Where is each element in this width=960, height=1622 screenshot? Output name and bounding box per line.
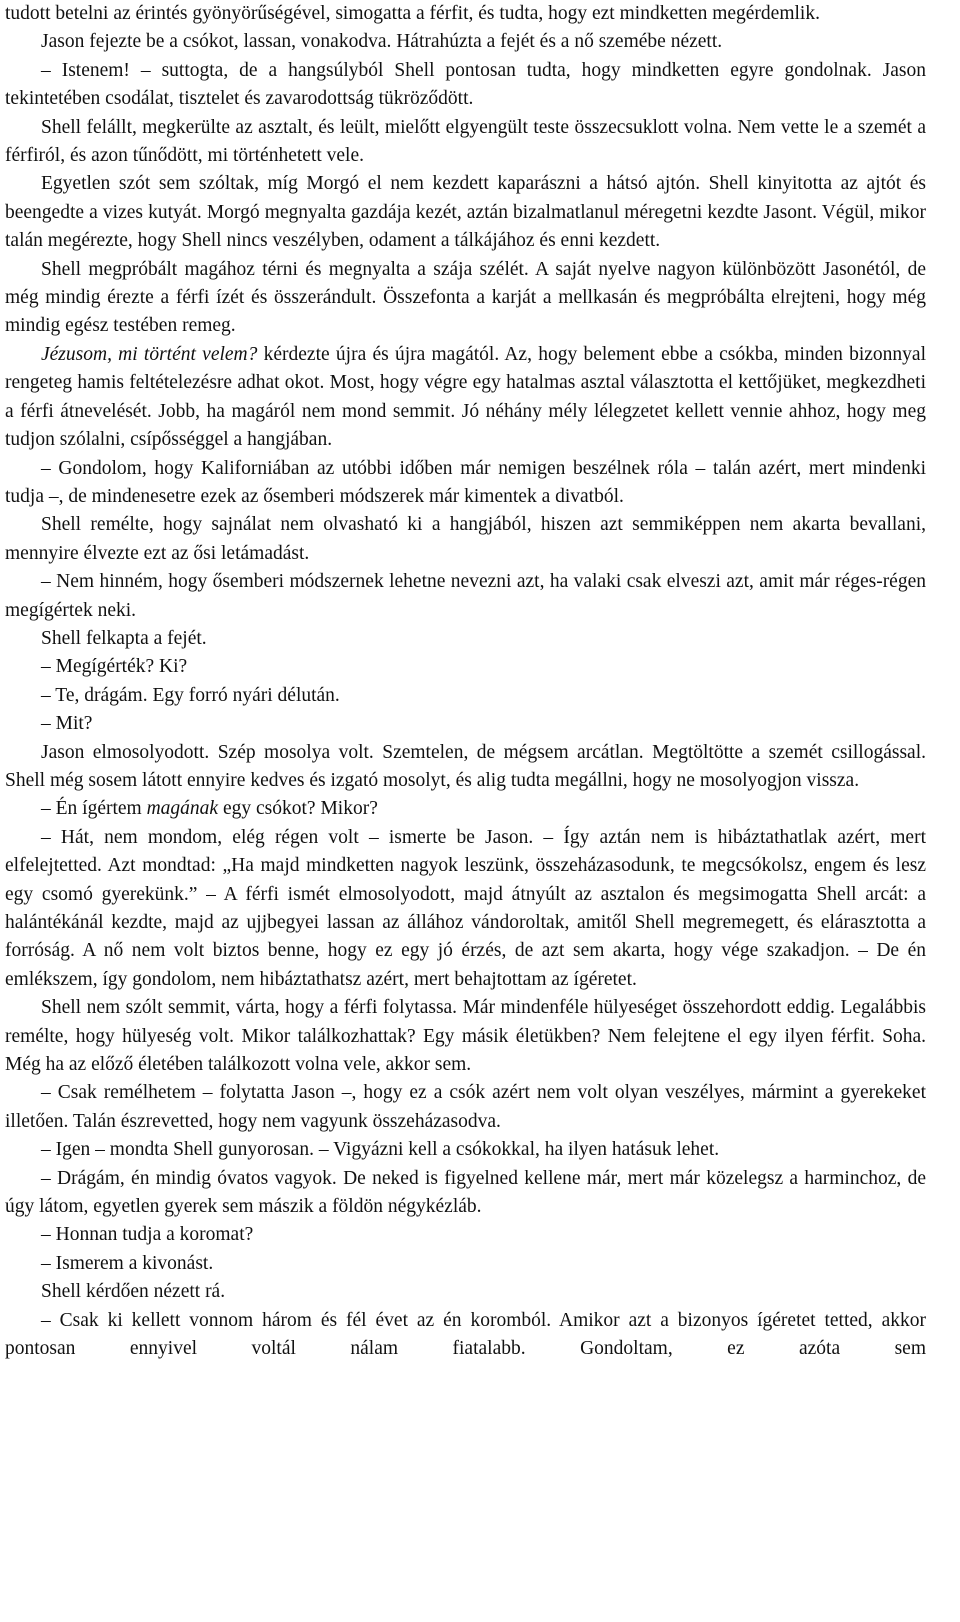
- paragraph: [5, 1079, 926, 1136]
- text-run: Jason elmosolyodott. Szép mosolya volt. Szemtelen, de mégsem arcátlan. Megtöltötte a szemét csillogással. Shell még sosem látott ennyire kedves és izgató mosolyt, és alig tudta megállni, hogy ne mosolyogjon vissza.: [5, 741, 926, 791]
- paragraph: [5, 625, 926, 653]
- paragraph: [5, 455, 926, 512]
- text-run: – Csak ki kellett vonnom három és fél évet az én koromból. Amikor azt a bizonyos ígéretet tetted, akkor pontosan ennyivel voltál nálam fiatalabb. Gondoltam, ez azóta sem: [5, 1309, 926, 1360]
- text-run: – Gondolom, hogy Kaliforniában az utóbbi időben már nemigen beszélnek róla – talán azért, mert mindenki tudja –, de mindenesetre ezek az ősemberi módszerek már kimentek a divatból.: [5, 457, 926, 507]
- text-run: egy csókot? Mikor?: [218, 798, 378, 820]
- paragraph: [5, 57, 926, 114]
- paragraph: [5, 795, 926, 823]
- text-run: – Drágám, én mindig óvatos vagyok. De neked is figyelned kellene már, mert már közelegsz a harminchoz, de úgy látom, egyetlen gyerek sem mászik a földön négykézláb.: [5, 1167, 926, 1218]
- text-run: – Megígérték? Ki?: [41, 656, 188, 678]
- paragraph: [5, 1136, 926, 1164]
- paragraph: [5, 653, 926, 681]
- paragraph: [5, 1221, 926, 1249]
- paragraph: [5, 1165, 926, 1222]
- italic-text: magának: [146, 798, 219, 820]
- text-run: tudott betelni az érintés gyönyörűségével, simogatta a férfit, és tudta, hogy ezt mindketten megérdemlik.: [5, 3, 820, 24]
- text-run: – Igen – mondta Shell gunyorosan. – Vigyázni kell a csókokkal, ha ilyen hatásuk lehet.: [41, 1139, 720, 1161]
- text-run: Shell felkapta a fejét.: [41, 627, 207, 649]
- text-run: – Hát, nem mondom, elég régen volt – ismerte be Jason. – Így aztán nem is hibáztathatlak azért, mert elfelejtetted. Azt mondtad: „Ha majd mindketten nagyok leszünk, összeházasodunk, te megcsókolsz, engem és lesz egy csomó gyerekünk.” – A férfi ismét elmosolyodott, majd átnyúlt az asztalon és megsimogatta Shell arcát: a halántékánál kezdte, majd az ujjbegyei lassan az állához vándoroltak, amitől Shell megremegett, és elárasztotta a forróság. A nő nem volt biztos benne, hogy ez egy jó érzés, de azt sem akarta, hogy vége szakadjon. – De én emlékszem, így gondolom, nem hibáztathatsz azért, mert behajtottam az ígéretet.: [5, 826, 926, 990]
- paragraph: [5, 256, 926, 341]
- text-run: Shell kérdően nézett rá.: [41, 1281, 226, 1303]
- text-run: – Mit?: [41, 713, 93, 735]
- paragraph: [5, 0, 926, 28]
- paragraph: [5, 170, 926, 255]
- paragraph: [5, 114, 926, 171]
- paragraph: [5, 739, 926, 796]
- text-run: Shell nem szólt semmit, várta, hogy a férfi folytassa. Már mindenféle hülyeséget összehordott eddig. Legalábbis remélte, hogy hülyeség volt. Mikor találkozhattak? Egy másik életükben? Nem felejtene el egy ilyen férfit. Soha. Még ha az előző életében találkozott volna vele, akkor sem.: [5, 997, 926, 1076]
- text-run: – Én ígértem: [41, 798, 147, 820]
- text-run: – Te, drágám. Egy forró nyári délután.: [41, 684, 340, 706]
- paragraph: [5, 824, 926, 994]
- text-run: Shell megpróbált magához térni és megnyalta a szája szélét. A saját nyelve nagyon különbözött Jasonétól, de még mindig érezte a férfi ízét és összerándult. Összefonta a karját a mellkasán és megpróbálta elrejteni, hogy még mindig egész testében remeg.: [5, 258, 926, 337]
- text-run: – Nem hinném, hogy ősemberi módszernek lehetne nevezni azt, ha valaki csak elveszi azt, amit már réges-régen megígértek neki.: [5, 571, 926, 621]
- paragraph: [5, 1278, 926, 1306]
- text-run: – Ismerem a kivonást.: [41, 1252, 214, 1274]
- text-run: – Honnan tudja a koromat?: [41, 1224, 254, 1246]
- paragraph: [5, 710, 926, 738]
- text-run: Shell felállt, megkerülte az asztalt, és leült, mielőtt elgyengült teste összecsuklott volna. Nem vette le a szemét a férfiról, és azon tűnődött, mi történhetett vele.: [5, 116, 926, 167]
- text-run: – Istenem! – suttogta, de a hangsúlyból Shell pontosan tudta, hogy mindketten egyre gondolnak. Jason tekintetében csodálat, tisztelet és zavarodottság tükröződött.: [5, 59, 926, 110]
- text-run: kérdezte újra és újra magától. Az, hogy belement ebbe a csókba, minden bizonnyal rengeteg hamis feltételezésre adhat okot. Most, hogy végre egy hatalmas asztal választotta el kettőjüket, megkezdheti a férfi átnevelését. Jobb, ha magáról nem mond semmit. Jó néhány mély lélegzetet kellett vennie ahhoz, hogy meg tudjon szólalni, csípősséggel a hangjában.: [5, 343, 926, 451]
- text-run: Egyetlen szót sem szóltak, míg Morgó el nem kezdett kaparászni a hátsó ajtón. Shell kinyitotta az ajtót és beengedte a vizes kutyát. Morgó megnyalta gazdája kezét, aztán bizalmatlanul méregetni kezdte Jasont. Végül, mikor talán megérezte, hogy Shell nincs veszélyben, odament a tálkájához és enni kezdett.: [5, 173, 926, 252]
- paragraph: [5, 341, 926, 455]
- text-run: Jason fejezte be a csókot, lassan, vonakodva. Hátrahúzta a fejét és a nő szemébe nézett.: [41, 31, 723, 53]
- paragraph: [5, 994, 926, 1079]
- paragraph: [5, 1307, 926, 1364]
- text-run: Shell remélte, hogy sajnálat nem olvasható ki a hangjából, hiszen azt semmiképpen nem akarta bevallani, mennyire élvezte ezt az ősi letámadást.: [5, 514, 926, 564]
- text-run: – Csak remélhetem – folytatta Jason –, hogy ez a csók azért nem volt olyan veszélyes, mármint a gyerekeket illetően. Talán észrevetted, hogy nem vagyunk összeházasodva.: [5, 1082, 926, 1132]
- paragraph: [5, 511, 926, 568]
- italic-text: Jézusom, mi történt velem?: [41, 343, 258, 365]
- paragraph: [5, 568, 926, 625]
- paragraph: [5, 1250, 926, 1278]
- paragraph: [5, 682, 926, 710]
- paragraph: [5, 28, 926, 56]
